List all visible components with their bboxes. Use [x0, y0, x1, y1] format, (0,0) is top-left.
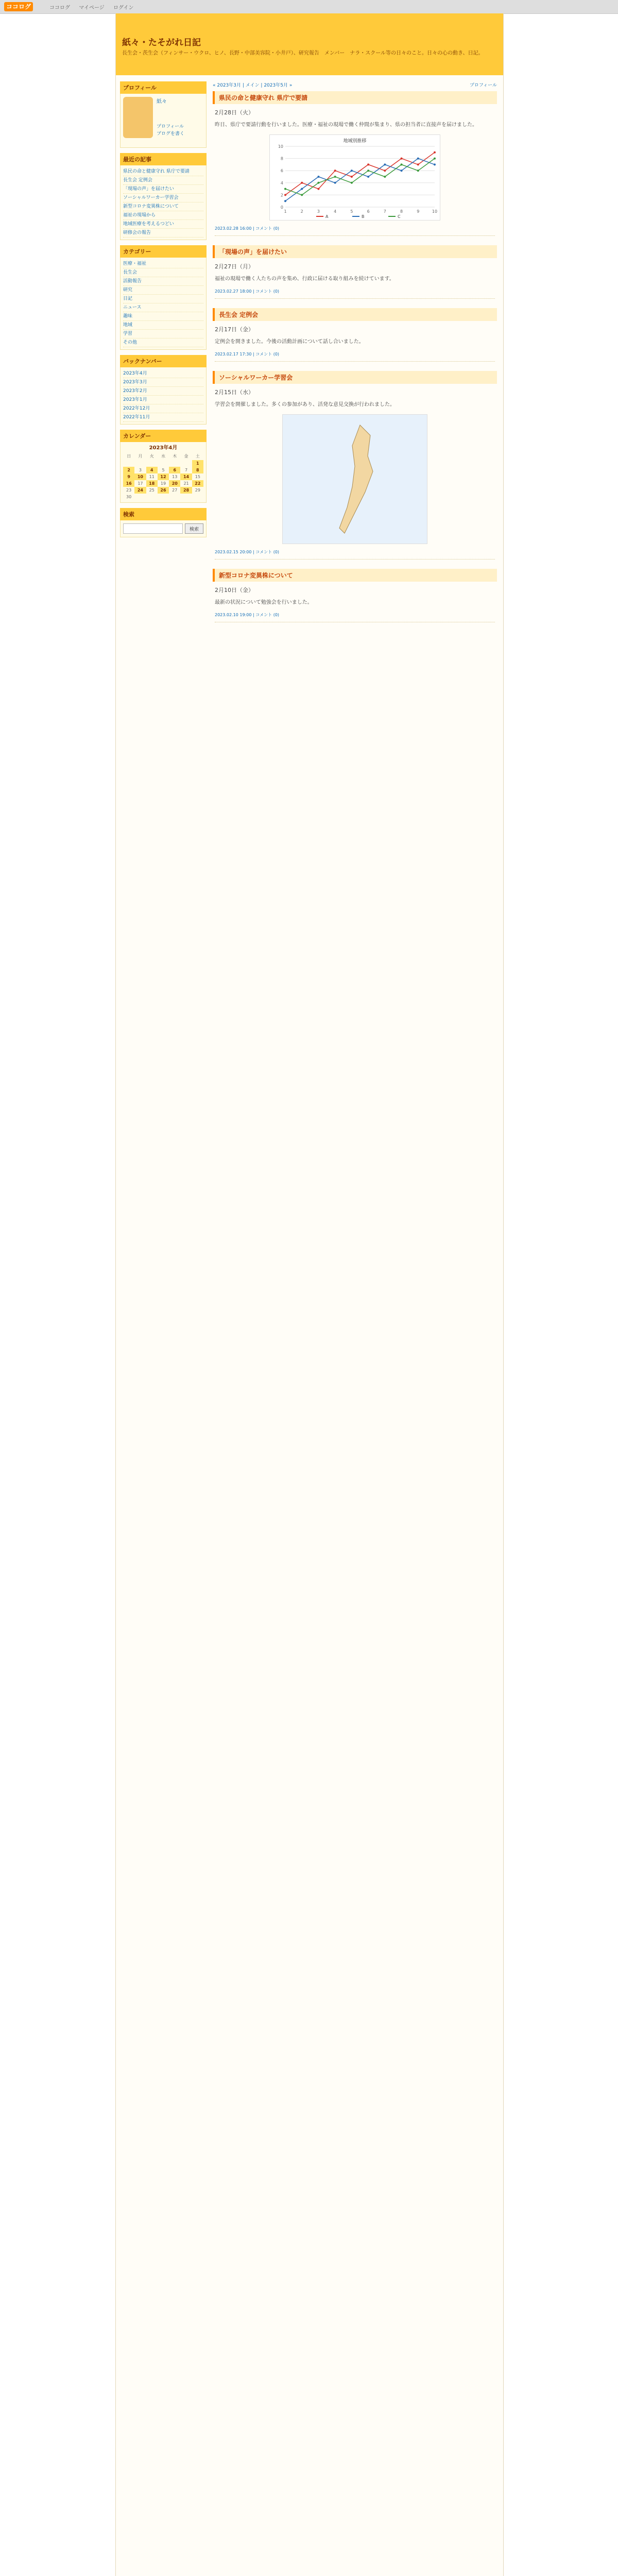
top-nav-item[interactable]: ココログ: [49, 5, 70, 11]
entry-title[interactable]: 「現場の声」を届けたい: [213, 245, 497, 258]
search-row: [123, 522, 203, 535]
calendar-body: [120, 442, 207, 503]
chart-legend-label: B: [362, 214, 365, 219]
chart-point: [284, 194, 286, 196]
entry-body: 昨日、県庁で要請行動を行いました。医療・福祉の現場で働く仲間が集まり、県の担当者に直接声を届けました。: [215, 122, 477, 128]
chart-x-tick: 4: [334, 209, 337, 214]
category-item[interactable]: 研究: [123, 286, 203, 295]
blog-description: 長生会・茨生会（フィンサー・ウクロ、ヒノ、長野・中部美容院・小井戸）、研究報告 メンバー ナラ・スクール等の日々のこと。日々の心の動き、日記。: [122, 50, 484, 56]
entry-body: 学習会を開催しました。多くの参加があり、活発な意見交換が行われました。: [215, 402, 395, 408]
cal-day: [192, 494, 203, 500]
chart-x-tick: 1: [284, 209, 287, 214]
chart-point: [434, 163, 436, 165]
cal-day: [134, 494, 146, 500]
chart-y-tick: 6: [280, 168, 283, 174]
recent-list: [120, 165, 207, 240]
chart-point: [301, 188, 303, 190]
chart-legend-label: C: [398, 214, 401, 219]
entry-footer[interactable]: 2023.02.28 16:00 | コメント (0): [215, 226, 495, 236]
profile-box: [120, 81, 207, 148]
cal-day: 11: [149, 474, 154, 479]
archive-item[interactable]: 2022年12月: [123, 404, 203, 413]
cal-day[interactable]: 24: [134, 487, 146, 494]
recent-heading: 最近の記事: [120, 153, 207, 165]
island-shape: [339, 425, 373, 533]
chart-point: [384, 170, 386, 172]
cal-day: 29: [195, 488, 200, 493]
chart-point: [367, 170, 369, 172]
entry-footer[interactable]: 2023.02.15 20:00 | コメント (0): [215, 549, 495, 560]
category-item[interactable]: 長生会: [123, 268, 203, 277]
chart-x-tick: 3: [317, 209, 320, 214]
archive-item[interactable]: 2023年1月: [123, 396, 203, 404]
cal-weekday: 月: [138, 454, 143, 459]
entry-title[interactable]: ソーシャルワーカー学習会: [213, 371, 497, 384]
category-item[interactable]: 日記: [123, 295, 203, 303]
chart-point: [334, 176, 336, 178]
category-item[interactable]: ニュース: [123, 303, 203, 312]
calendar-heading: カレンダー: [120, 430, 207, 442]
category-item[interactable]: 趣味: [123, 312, 203, 321]
top-nav-item[interactable]: マイページ: [79, 5, 105, 11]
chart-point: [417, 170, 419, 172]
chart-series-line: [285, 159, 435, 201]
pager: [213, 81, 497, 88]
chart-point: [434, 158, 436, 160]
chart-point: [351, 176, 353, 178]
main-content: [213, 81, 497, 632]
chart-point: [367, 163, 369, 165]
profile-link[interactable]: プロフィール: [157, 124, 184, 129]
cal-day[interactable]: 28: [180, 487, 192, 494]
cal-day[interactable]: 12: [158, 473, 169, 480]
cal-day[interactable]: 1: [192, 460, 203, 467]
archive-list: [120, 367, 207, 425]
archive-item[interactable]: 2022年11月: [123, 413, 203, 422]
cal-day: [123, 460, 134, 467]
category-item[interactable]: 活動報告: [123, 277, 203, 286]
chart-point: [417, 163, 419, 165]
map-svg: [283, 415, 427, 544]
recent-item[interactable]: 福祉の現場から: [123, 211, 203, 220]
profile-body: [120, 94, 207, 148]
cal-weekday: 金: [184, 454, 188, 459]
chart-point: [301, 194, 303, 196]
entry-date: 2月15日（水）: [215, 389, 254, 396]
archive-item[interactable]: 2023年2月: [123, 387, 203, 396]
cal-day: [158, 494, 169, 500]
recent-posts-box: [120, 153, 207, 240]
category-item[interactable]: 学習: [123, 330, 203, 338]
chart-point: [317, 182, 319, 184]
avatar[interactable]: [123, 97, 153, 138]
recent-item[interactable]: ソーシャルワーカー学習会: [123, 194, 203, 202]
cal-day[interactable]: 4: [146, 467, 158, 473]
entry-date: 2月10日（金）: [215, 587, 254, 594]
cal-day: [134, 460, 146, 467]
chart-point: [434, 151, 436, 154]
chart-y-tick: 8: [280, 156, 283, 161]
blog-title[interactable]: 紙々・たそがれ日記: [122, 38, 201, 48]
search-input[interactable]: [123, 523, 183, 534]
cal-day: [169, 494, 180, 500]
pager-nav[interactable]: « 2023年3月 | メイン | 2023年5月 »: [213, 83, 293, 88]
chart-y-tick: 10: [278, 144, 283, 149]
entry-body: 定例会を開きました。今後の活動計画について話し合いました。: [215, 339, 364, 345]
cal-day[interactable]: 26: [158, 487, 169, 494]
sidebar: [120, 81, 207, 543]
chart-point: [351, 170, 353, 172]
cal-weekday: 土: [195, 454, 200, 459]
chart-title: 地域別推移: [343, 139, 367, 144]
cal-day: [146, 494, 158, 500]
cal-day[interactable]: 20: [169, 480, 180, 487]
category-item[interactable]: その他: [123, 338, 203, 347]
recent-item[interactable]: 地域医療を考えるつどい: [123, 220, 203, 229]
cal-day: [158, 460, 169, 467]
archive-item[interactable]: 2023年3月: [123, 378, 203, 387]
cal-weekday: 日: [127, 454, 131, 459]
entry-date: 2月28日（火）: [215, 109, 254, 116]
blog-header: [116, 13, 503, 75]
recent-item[interactable]: 県民の命と健康守れ 県庁で要請: [123, 167, 203, 176]
cal-day: 27: [172, 488, 178, 493]
entry-date: 2月27日（月）: [215, 263, 254, 270]
cal-day: 5: [162, 468, 165, 472]
chart-point: [384, 163, 386, 165]
site-topbar: [0, 0, 618, 14]
archive-item[interactable]: 2023年4月: [123, 369, 203, 378]
chart-point: [417, 158, 419, 160]
cal-day: 3: [139, 468, 142, 472]
entry-date: 2月17日（金）: [215, 326, 254, 333]
chart-point: [317, 188, 319, 190]
entry-body: 最新の状況について勉強会を行いました。: [215, 600, 313, 605]
archive-box: [120, 355, 207, 425]
calendar-month: 2023年4月: [149, 445, 178, 451]
cal-day[interactable]: 14: [180, 473, 192, 480]
entry-title[interactable]: 新型コロナ変異株について: [213, 569, 497, 582]
entry-body: 福祉の現場で働く人たちの声を集め、行政に届ける取り組みを続けています。: [215, 276, 394, 282]
cal-day[interactable]: 2: [123, 467, 134, 473]
entry: [213, 245, 497, 299]
entry: [213, 91, 497, 236]
chart-y-tick: 2: [280, 193, 283, 198]
chart-plot: [278, 144, 437, 219]
search-button[interactable]: 検索: [185, 523, 203, 534]
cal-day: [146, 460, 158, 467]
entry-footer[interactable]: 2023.02.17 17:30 | コメント (0): [215, 351, 495, 362]
chart-x-tick: 5: [350, 209, 353, 214]
recent-item[interactable]: 長生会 定例会: [123, 176, 203, 185]
chart-point: [317, 176, 319, 178]
cal-day: 17: [138, 481, 143, 486]
cocolog-logo[interactable]: ココログ: [4, 2, 33, 11]
chart-point: [384, 176, 386, 178]
cal-day: 19: [160, 481, 166, 486]
category-box: [120, 245, 207, 350]
chart-point: [334, 182, 336, 184]
entry: [213, 371, 497, 560]
entry-footer[interactable]: 2023.02.27 18:00 | コメント (0): [215, 289, 495, 299]
category-list: [120, 258, 207, 350]
cal-day: [169, 460, 180, 467]
cal-day: 25: [149, 488, 154, 493]
cal-day: [180, 494, 192, 500]
chart-x-tick: 6: [367, 209, 370, 214]
category-item[interactable]: 医療・福祉: [123, 260, 203, 268]
entry-footer[interactable]: 2023.02.10 19:00 | コメント (0): [215, 612, 495, 622]
chart-x-tick: 7: [383, 209, 386, 214]
chart-point: [367, 176, 369, 178]
recent-item[interactable]: 研修会の報告: [123, 229, 203, 238]
cal-day: 15: [195, 474, 200, 479]
chart-x-tick: 9: [417, 209, 420, 214]
chart-x-tick: 10: [432, 209, 438, 214]
entry-title[interactable]: 長生会 定例会: [213, 308, 497, 321]
category-item[interactable]: 地域: [123, 321, 203, 330]
pager-profile[interactable]: プロフィール: [469, 83, 497, 88]
chart-x-tick: 8: [400, 209, 403, 214]
cal-day: 7: [185, 468, 188, 472]
chart-y-tick: 0: [280, 205, 283, 210]
cal-day[interactable]: 10: [134, 473, 146, 480]
page-container: [115, 13, 504, 2576]
write-blog-link[interactable]: ブログを書く: [157, 131, 185, 137]
chart-point: [334, 170, 336, 172]
search-box: [120, 508, 207, 537]
entry-title[interactable]: 県民の命と健康守れ 県庁で要請: [213, 91, 497, 104]
line-chart: [269, 134, 440, 221]
cal-day: 23: [126, 488, 132, 493]
cal-day: 21: [183, 481, 189, 486]
calendar-table: [123, 452, 203, 500]
search-heading: 検索: [120, 508, 207, 520]
chart-point: [401, 163, 403, 165]
top-nav-item[interactable]: ログイン: [113, 5, 134, 11]
cal-day: 30: [126, 495, 132, 499]
profile-heading: プロフィール: [120, 81, 207, 94]
chart-legend-label: A: [325, 214, 329, 219]
cal-day[interactable]: 9: [123, 473, 134, 480]
chart-point: [284, 188, 286, 190]
cal-day[interactable]: 8: [192, 467, 203, 473]
chart-x-tick: 2: [300, 209, 303, 214]
category-heading: カテゴリー: [120, 245, 207, 258]
chart-series-line: [285, 159, 435, 195]
chart-point: [401, 158, 403, 160]
cal-day: 13: [172, 474, 178, 479]
cal-weekday: 水: [161, 454, 165, 459]
chart-y-tick: 4: [280, 180, 283, 185]
top-nav: [49, 3, 141, 11]
entry: [213, 308, 497, 362]
cal-day[interactable]: 16: [123, 480, 134, 487]
cal-day[interactable]: 18: [146, 480, 158, 487]
recent-item[interactable]: 新型コロナ変異株について: [123, 202, 203, 211]
chart-point: [301, 182, 303, 184]
search-body: [120, 520, 207, 537]
cal-weekday: 火: [149, 454, 154, 459]
cal-weekday: 木: [173, 454, 177, 459]
calendar-box: [120, 430, 207, 503]
chart-svg: [270, 135, 440, 220]
profile-name[interactable]: 紙々: [157, 99, 167, 105]
cal-day[interactable]: 22: [192, 480, 203, 487]
recent-item[interactable]: 「現場の声」を届けたい: [123, 185, 203, 194]
cal-day[interactable]: 6: [169, 467, 180, 473]
map-image: [282, 414, 427, 544]
chart-point: [351, 182, 353, 184]
archive-heading: バックナンバー: [120, 355, 207, 367]
chart-point: [284, 200, 286, 202]
chart-point: [401, 170, 403, 172]
cal-day: [180, 460, 192, 467]
entry: [213, 569, 497, 622]
